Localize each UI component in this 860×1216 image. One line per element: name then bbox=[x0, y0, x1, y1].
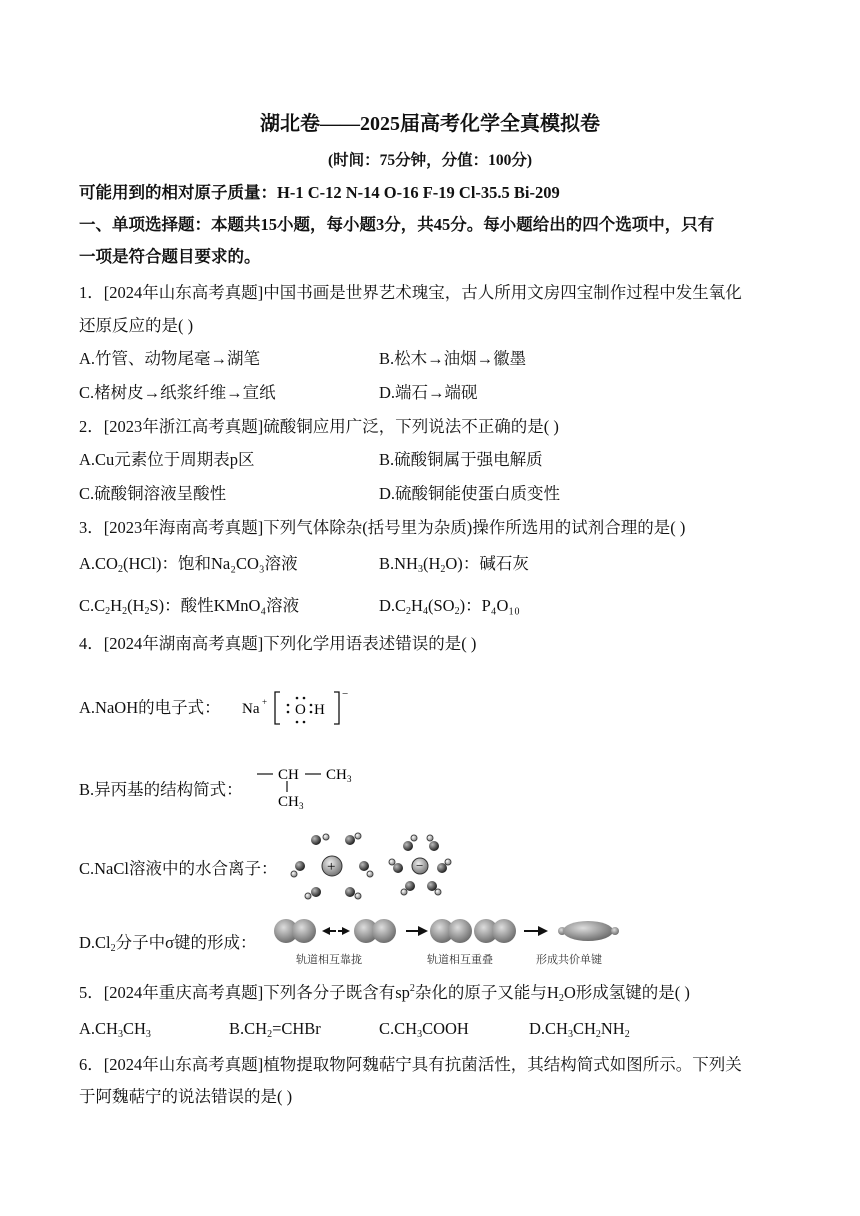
q4-option-b: B.异丙基的结构简式： bbox=[79, 780, 243, 799]
q1-stem-line2: 还原反应的是( ) bbox=[79, 316, 194, 335]
q4-option-a: A.NaOH的电子式： bbox=[79, 698, 221, 717]
q5-stem: 5．[2024年重庆高考真题]下列各分子既含有$sp^2$杂化的原子又能与$H_2O$形成氢键的是( ) bbox=[79, 983, 690, 1004]
q2-option-c: C.硫酸铜溶液呈酸性 bbox=[79, 484, 227, 503]
svg-text:−: − bbox=[342, 688, 349, 700]
q3-option-b: $B.NH_3(H_2O)$：碱石灰 bbox=[379, 554, 529, 575]
q5-option-a: $A.CH_3CH_3$ bbox=[79, 1019, 151, 1040]
sigma-bond-formation-figure bbox=[270, 916, 626, 946]
q3-option-c: $C.C_2H_2(H_2S)$：酸性KMnO₄溶液 bbox=[79, 596, 300, 617]
q5-option-d: $D.CH_3CH_2NH_2$ bbox=[529, 1019, 630, 1040]
svg-text:Na: Na bbox=[242, 701, 260, 717]
q4-option-c: C.NaCl溶液中的水合离子： bbox=[79, 859, 278, 878]
q5-option-b: $B.CH_2=CHBr$ bbox=[229, 1019, 321, 1040]
q2-option-b: B.硫酸铜属于强电解质 bbox=[379, 450, 543, 469]
q4-stem: 4．[2024年湖南高考真题]下列化学用语表述错误的是( ) bbox=[79, 634, 477, 653]
q6-stem-line2: 于阿魏萜宁的说法错误的是( ) bbox=[79, 1087, 293, 1106]
svg-text:+: + bbox=[327, 859, 336, 875]
q3-stem: 3．[2023年海南高考真题]下列气体除杂(括号里为杂质)操作所选用的试剂合理的是( ) bbox=[79, 518, 686, 537]
hydrated-cation bbox=[291, 833, 373, 899]
q2-option-d: D.硫酸铜能使蛋白质变性 bbox=[379, 484, 561, 503]
svg-text:O: O bbox=[295, 702, 306, 718]
naoh-electron-formula-figure bbox=[240, 684, 350, 730]
hydrated-anion bbox=[389, 835, 451, 895]
svg-text:CH: CH bbox=[278, 794, 299, 810]
q1-option-d: D.端石→端砚 bbox=[379, 383, 478, 402]
q2-stem: 2．[2023年浙江高考真题]硫酸铜应用广泛，下列说法不正确的是( ) bbox=[79, 417, 559, 436]
svg-text:+: + bbox=[262, 697, 268, 707]
caption-single-bond: 形成共价单键 bbox=[536, 953, 602, 966]
caption-orbitals-overlap: 轨道相互重叠 bbox=[427, 953, 493, 966]
isopropyl-structure-figure bbox=[253, 762, 368, 814]
hydrated-ions-figure bbox=[286, 828, 466, 904]
q1-option-a: A.竹管、动物尾毫→湖笔 bbox=[79, 349, 261, 368]
svg-text:−: − bbox=[416, 858, 424, 873]
q3-option-a: $A.CO_2(HCl)$：饱和Na₂CO₃溶液 bbox=[79, 554, 298, 575]
svg-text:3: 3 bbox=[299, 801, 304, 811]
svg-text:CH: CH bbox=[326, 767, 347, 783]
svg-text:3: 3 bbox=[347, 774, 352, 784]
q2-option-a: A.Cu元素位于周期表p区 bbox=[79, 450, 255, 469]
section-heading-line1: 一、单项选择题：本题共15小题，每小题3分，共45分。每小题给出的四个选项中，只有 bbox=[79, 215, 715, 234]
exam-subtitle: (时间：75分钟，分值：100分) bbox=[327, 152, 533, 169]
atomic-masses: 可能用到的相对原子质量：H-1 C-12 N-14 O-16 F-19 Cl-35.5 Bi-209 bbox=[79, 183, 560, 202]
caption-orbitals-approach: 轨道相互靠拢 bbox=[296, 953, 362, 966]
q1-stem-line1: 1．[2024年山东高考真题]中国书画是世界艺术瑰宝，古人所用文房四宝制作过程中发生氧化 bbox=[79, 283, 742, 302]
q5-option-c: $C.CH_3COOH$ bbox=[379, 1019, 469, 1040]
q4-option-d: $D.Cl_2$分子中σ键的形成： bbox=[79, 933, 257, 954]
svg-text:CH: CH bbox=[278, 767, 299, 783]
q1-option-c: C.楮树皮→纸浆纤维→宣纸 bbox=[79, 383, 276, 402]
svg-text:H: H bbox=[314, 702, 325, 718]
q3-option-d: $D.C_2H_4(SO_2)$：P₄O₁₀ bbox=[379, 596, 520, 617]
q1-option-b: B.松木→油烟→徽墨 bbox=[379, 349, 527, 368]
q6-stem-line1: 6．[2024年山东高考真题]植物提取物阿魏萜宁具有抗菌活性，其结构简式如图所示。下列关 bbox=[79, 1055, 742, 1074]
section-heading-line2: 一项是符合题目要求的。 bbox=[79, 247, 261, 266]
page-title: 湖北卷——2025届高考化学全真模拟卷 bbox=[260, 113, 600, 135]
